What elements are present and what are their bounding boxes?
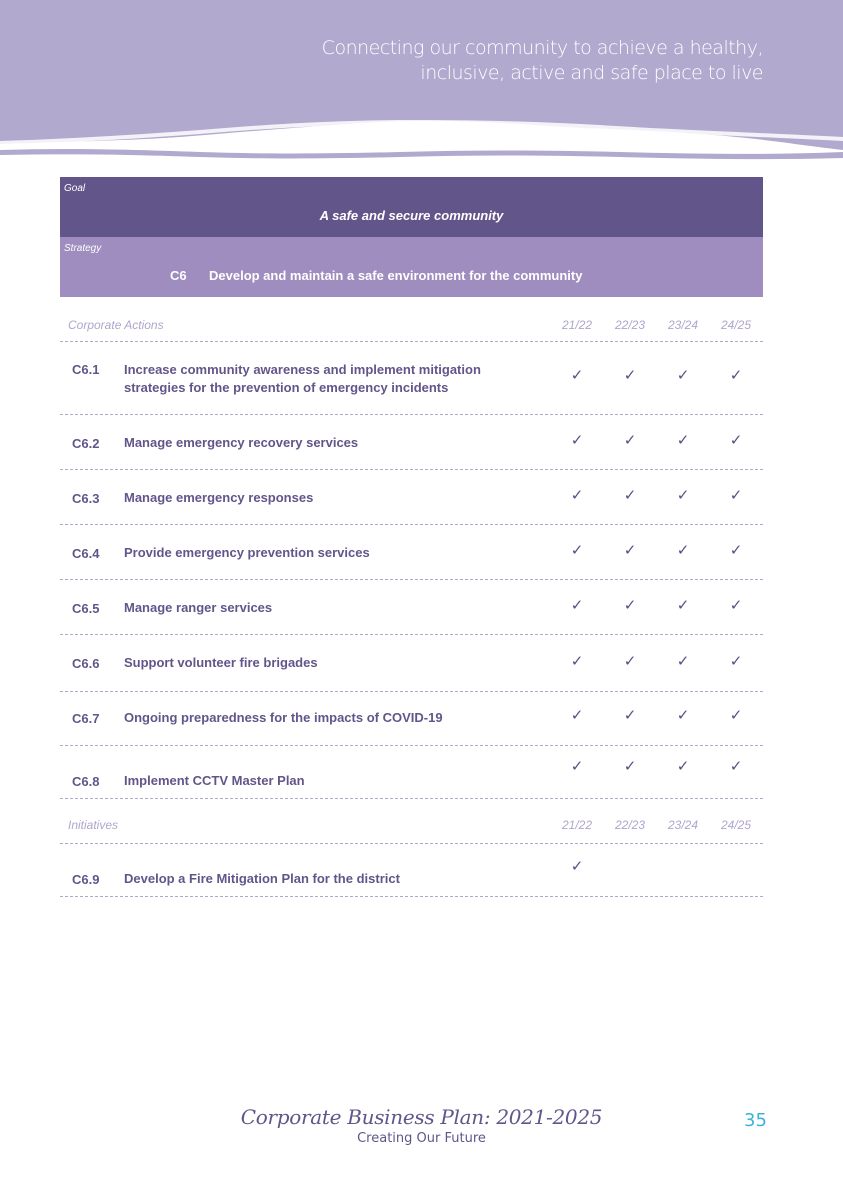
corporate-actions-header [60,310,763,342]
table-row [60,844,763,897]
action-code: C6.4 [72,546,100,561]
check-icon: ✓ [570,486,584,504]
year-heading: 24/25 [720,318,752,332]
tagline-line-1: Connecting our community to achieve a healthy, [321,37,763,59]
check-icon: ✓ [623,431,637,449]
table-row [60,525,763,580]
check-icon: ✓ [623,541,637,559]
check-icon: ✓ [623,706,637,724]
actions-table [60,310,763,897]
action-description: Support volunteer fire brigades [124,655,318,670]
check-icon: ✓ [623,366,637,384]
check-icon: ✓ [729,366,743,384]
check-icon: ✓ [623,757,637,775]
action-code: C6.6 [72,656,100,671]
check-icon: ✓ [729,541,743,559]
initiative-description: Develop a Fire Mitigation Plan for the district [124,871,400,886]
check-icon: ✓ [570,541,584,559]
check-icon: ✓ [623,486,637,504]
check-icon: ✓ [729,652,743,670]
year-heading: 22/23 [614,818,646,832]
goal-panel [60,177,763,237]
strategy-label: Strategy [64,243,102,254]
check-icon: ✓ [676,596,690,614]
header-tagline [243,36,763,86]
table-row [60,746,763,799]
check-icon: ✓ [729,486,743,504]
check-icon: ✓ [570,706,584,724]
action-description-line: strategies for the prevention of emergency incidents [124,380,449,395]
action-description: Ongoing preparedness for the impacts of COVID-19 [124,710,443,725]
goal-title: A safe and secure community [319,208,504,223]
year-heading: 24/25 [720,818,752,832]
year-heading: 21/22 [561,818,593,832]
goal-label: Goal [64,183,86,194]
check-icon: ✓ [570,652,584,670]
table-row [60,342,763,415]
action-description: Manage emergency recovery services [124,435,359,450]
action-code: C6.2 [72,436,100,451]
footer-brand [0,1105,843,1146]
plan-subtitle: Creating Our Future [357,1131,486,1146]
year-heading: 23/24 [667,318,699,332]
check-icon: ✓ [623,596,637,614]
year-heading: 21/22 [561,318,593,332]
check-icon: ✓ [623,652,637,670]
action-description: Implement CCTV Master Plan [124,773,305,788]
check-icon: ✓ [676,431,690,449]
check-icon: ✓ [570,366,584,384]
action-description: Manage ranger services [124,600,273,615]
year-heading: 23/24 [667,818,699,832]
check-icon: ✓ [570,596,584,614]
check-icon: ✓ [570,857,584,875]
check-icon: ✓ [729,757,743,775]
table-row [60,470,763,525]
check-icon: ✓ [676,652,690,670]
check-icon: ✓ [676,486,690,504]
page-number: 35 [744,1110,767,1131]
strategy-title: Develop and maintain a safe environment for the community [209,268,583,283]
check-icon: ✓ [676,706,690,724]
initiative-code: C6.9 [72,872,100,887]
check-icon: ✓ [729,431,743,449]
check-icon: ✓ [729,706,743,724]
table-row [60,580,763,635]
action-code: C6.7 [72,711,100,726]
table-row [60,415,763,470]
table-row [60,635,763,692]
header-band [0,0,843,165]
table-row [60,692,763,746]
action-description [124,361,534,397]
check-icon: ✓ [570,431,584,449]
check-icon: ✓ [676,366,690,384]
initiatives-header [60,799,763,844]
action-description: Manage emergency responses [124,490,314,505]
check-icon: ✓ [729,596,743,614]
action-code: C6.1 [72,362,100,377]
initiatives-heading: Initiatives [68,818,119,832]
action-code: C6.5 [72,601,100,616]
corporate-actions-heading: Corporate Actions [68,318,164,332]
action-code: C6.8 [72,774,100,789]
check-icon: ✓ [676,757,690,775]
strategy-panel [60,237,763,297]
check-icon: ✓ [676,541,690,559]
tagline-line-2: inclusive, active and safe place to live [420,62,763,84]
year-heading: 22/23 [614,318,646,332]
action-description-line: Increase community awareness and implement mitigation [124,362,481,377]
plan-title: Corporate Business Plan: 2021-2025 [240,1105,603,1129]
strategy-code: C6 [170,268,187,283]
check-icon: ✓ [570,757,584,775]
action-code: C6.3 [72,491,100,506]
action-description: Provide emergency prevention services [124,545,370,560]
